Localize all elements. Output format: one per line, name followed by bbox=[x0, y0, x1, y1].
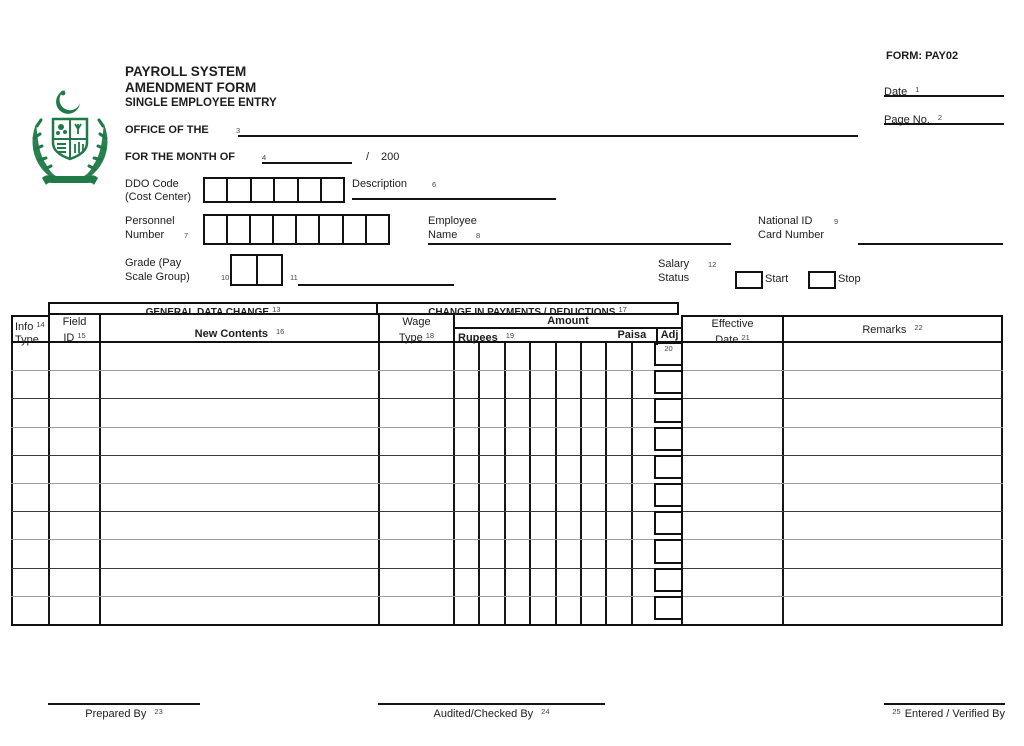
employee-name-input-line[interactable] bbox=[428, 232, 731, 245]
personnel-number-box[interactable] bbox=[272, 214, 297, 245]
audited-by-label: Audited/Checked By bbox=[433, 708, 534, 720]
cell-rupees-digit[interactable] bbox=[529, 456, 554, 483]
cell-remarks[interactable] bbox=[782, 597, 1003, 624]
grade-box[interactable] bbox=[256, 254, 284, 286]
cell-rupees-digit[interactable] bbox=[580, 343, 605, 370]
cell-rupees-digit[interactable] bbox=[555, 456, 580, 483]
national-id-label-line1: National ID bbox=[758, 215, 813, 227]
ddo-code-box[interactable] bbox=[250, 177, 275, 203]
cell-field-id[interactable] bbox=[48, 428, 99, 455]
audited-by-signature[interactable] bbox=[378, 703, 605, 720]
cell-info-type[interactable] bbox=[11, 597, 48, 624]
cell-paisa-digit[interactable] bbox=[605, 512, 630, 539]
personnel-number-box[interactable] bbox=[203, 214, 228, 245]
adj-entry-box bbox=[654, 370, 683, 394]
cost-center-label: (Cost Center) bbox=[125, 191, 192, 203]
cell-rupees-digit[interactable] bbox=[504, 484, 529, 511]
cell-rupees-digit[interactable] bbox=[529, 343, 554, 370]
cell-field-id[interactable] bbox=[48, 484, 99, 511]
audited-by-ref: 24 bbox=[541, 707, 550, 716]
cell-info-type[interactable] bbox=[11, 343, 48, 370]
cell-rupees-digit[interactable] bbox=[504, 569, 529, 596]
cell-rupees-digit[interactable] bbox=[453, 569, 478, 596]
cell-new-contents[interactable] bbox=[99, 371, 378, 398]
cell-rupees-digit[interactable] bbox=[529, 428, 554, 455]
office-of-the-label: OFFICE OF THE bbox=[125, 124, 209, 136]
personnel-number-box[interactable] bbox=[342, 214, 367, 245]
table-row bbox=[11, 371, 1003, 399]
national-id-label-line2: Card Number bbox=[758, 229, 825, 241]
employee-label-line2: Name bbox=[428, 229, 458, 241]
cell-new-contents[interactable] bbox=[99, 456, 378, 483]
cell-rupees-digit[interactable] bbox=[555, 512, 580, 539]
col-header-rupees-paisa: Rupees $^{19}$ Paisa bbox=[458, 329, 647, 344]
table-row bbox=[11, 343, 1003, 371]
cell-paisa-digit[interactable] bbox=[631, 399, 656, 426]
office-of-the-input-line[interactable] bbox=[238, 124, 858, 137]
month-input-line[interactable] bbox=[262, 151, 352, 164]
personnel-number-box[interactable] bbox=[318, 214, 343, 245]
cell-effective-date[interactable] bbox=[681, 456, 782, 483]
cell-remarks[interactable] bbox=[782, 569, 1003, 596]
cell-rupees-digit[interactable] bbox=[478, 428, 503, 455]
cell-info-type[interactable] bbox=[11, 371, 48, 398]
cell-info-type[interactable] bbox=[11, 540, 48, 567]
cell-rupees-digit[interactable] bbox=[504, 512, 529, 539]
table-section-bands bbox=[11, 302, 1003, 318]
cell-paisa-digit[interactable] bbox=[605, 540, 630, 567]
col-header-amount-group bbox=[453, 315, 681, 343]
cell-rupees-digit[interactable] bbox=[555, 428, 580, 455]
description-input-line[interactable] bbox=[352, 187, 556, 200]
cell-paisa-digit[interactable] bbox=[605, 428, 630, 455]
cell-remarks[interactable] bbox=[782, 428, 1003, 455]
cell-wage-type[interactable] bbox=[378, 512, 453, 539]
cell-paisa-digit[interactable] bbox=[605, 456, 630, 483]
cell-rupees-digit[interactable] bbox=[453, 371, 478, 398]
cell-new-contents[interactable] bbox=[99, 512, 378, 539]
salary-label-line2: Status bbox=[658, 272, 690, 284]
table-row bbox=[11, 569, 1003, 597]
cell-rupees-digit[interactable] bbox=[580, 456, 605, 483]
cell-remarks[interactable] bbox=[782, 540, 1003, 567]
personnel-ref: 7 bbox=[184, 231, 189, 240]
cell-wage-type[interactable] bbox=[378, 569, 453, 596]
cell-paisa-digit[interactable] bbox=[631, 569, 656, 596]
cell-adj[interactable] bbox=[656, 540, 681, 567]
cell-rupees-digit[interactable] bbox=[453, 343, 478, 370]
personnel-number-boxes bbox=[203, 214, 390, 245]
ddo-code-boxes bbox=[203, 177, 345, 203]
cell-adj[interactable] bbox=[656, 569, 681, 596]
cell-paisa-digit[interactable] bbox=[605, 597, 630, 624]
cell-paisa-digit[interactable] bbox=[631, 371, 656, 398]
cell-rupees-digit[interactable] bbox=[504, 399, 529, 426]
cell-paisa-digit[interactable] bbox=[605, 399, 630, 426]
pakistan-emblem-logo bbox=[22, 86, 118, 192]
cell-field-id[interactable] bbox=[48, 569, 99, 596]
cell-paisa-digit[interactable] bbox=[605, 371, 630, 398]
table-header-row bbox=[11, 315, 1003, 346]
cell-info-type[interactable] bbox=[11, 428, 48, 455]
cell-rupees-digit[interactable] bbox=[453, 597, 478, 624]
prepared-by-ref: 23 bbox=[154, 707, 163, 716]
cell-rupees-digit[interactable] bbox=[580, 540, 605, 567]
cell-field-id[interactable] bbox=[48, 343, 99, 370]
adj-entry-box bbox=[654, 483, 683, 507]
month-year-prefix: 200 bbox=[381, 151, 400, 163]
personnel-number-box[interactable] bbox=[249, 214, 274, 245]
cell-rupees-digit[interactable] bbox=[555, 540, 580, 567]
month-ref: 4 bbox=[262, 153, 267, 162]
ddo-code-label: DDO Code bbox=[125, 178, 179, 190]
entered-by-ref: 25 bbox=[892, 707, 901, 716]
cell-rupees-digit[interactable] bbox=[580, 399, 605, 426]
cell-wage-type[interactable] bbox=[378, 399, 453, 426]
cell-rupees-digit[interactable] bbox=[529, 484, 554, 511]
col-header-info-type: Info $^{14}$ Type bbox=[11, 315, 48, 343]
cell-rupees-digit[interactable] bbox=[580, 371, 605, 398]
cell-wage-type[interactable] bbox=[378, 597, 453, 624]
date-ref: 1 bbox=[915, 85, 920, 94]
general-data-change-band: GENERAL DATA CHANGE $^{13}$ bbox=[48, 302, 378, 315]
cell-rupees-digit[interactable] bbox=[453, 399, 478, 426]
cell-rupees-digit[interactable] bbox=[478, 512, 503, 539]
prepared-by-signature[interactable] bbox=[48, 703, 200, 720]
cell-effective-date[interactable] bbox=[681, 569, 782, 596]
cell-wage-type[interactable] bbox=[378, 540, 453, 567]
cell-new-contents[interactable] bbox=[99, 540, 378, 567]
cell-adj[interactable] bbox=[656, 456, 681, 483]
office-ref: 3 bbox=[236, 126, 241, 135]
cell-paisa-digit[interactable] bbox=[605, 343, 630, 370]
cell-paisa-digit[interactable] bbox=[631, 512, 656, 539]
cell-paisa-digit[interactable] bbox=[631, 540, 656, 567]
change-in-payments-band: CHANGE IN PAYMENTS / DEDUCTIONS $^{17}$ bbox=[376, 302, 679, 315]
cell-effective-date[interactable] bbox=[681, 428, 782, 455]
col-header-amount: Amount bbox=[455, 315, 681, 329]
cell-remarks[interactable] bbox=[782, 399, 1003, 426]
cell-info-type[interactable] bbox=[11, 512, 48, 539]
col-header-adj: Adj bbox=[656, 329, 681, 345]
cell-info-type[interactable] bbox=[11, 456, 48, 483]
grade-ref-right: 11 bbox=[290, 273, 298, 282]
cell-rupees-digit[interactable] bbox=[453, 512, 478, 539]
col-header-wage-type: Wage Type $^{18}$ bbox=[378, 315, 453, 343]
adj-entry-box bbox=[654, 539, 683, 563]
cell-field-id[interactable] bbox=[48, 371, 99, 398]
cell-rupees-digit[interactable] bbox=[580, 597, 605, 624]
page-title-line3: SINGLE EMPLOYEE ENTRY bbox=[125, 97, 277, 109]
cell-rupees-digit[interactable] bbox=[504, 343, 529, 370]
cell-info-type[interactable] bbox=[11, 399, 48, 426]
cell-rupees-digit[interactable] bbox=[529, 540, 554, 567]
cell-rupees-digit[interactable] bbox=[555, 569, 580, 596]
cell-wage-type[interactable] bbox=[378, 428, 453, 455]
cell-new-contents[interactable] bbox=[99, 569, 378, 596]
date-label: Date bbox=[884, 86, 908, 98]
entered-by-signature[interactable] bbox=[884, 703, 1005, 720]
cell-remarks[interactable] bbox=[782, 371, 1003, 398]
cell-adj[interactable] bbox=[656, 484, 681, 511]
cell-rupees-digit[interactable] bbox=[529, 569, 554, 596]
cell-paisa-digit[interactable] bbox=[631, 343, 656, 370]
cell-paisa-digit[interactable] bbox=[631, 428, 656, 455]
cell-rupees-digit[interactable] bbox=[555, 343, 580, 370]
grade-label-line1: Grade (Pay bbox=[125, 257, 182, 269]
cell-info-type[interactable] bbox=[11, 569, 48, 596]
cell-rupees-digit[interactable] bbox=[478, 597, 503, 624]
cell-remarks[interactable] bbox=[782, 484, 1003, 511]
cell-adj[interactable] bbox=[656, 371, 681, 398]
cell-new-contents[interactable] bbox=[99, 428, 378, 455]
cell-adj[interactable] bbox=[656, 428, 681, 455]
national-id-ref: 9 bbox=[834, 217, 839, 226]
col-header-new-contents: New Contents $^{16}$ bbox=[99, 315, 378, 343]
cell-adj[interactable] bbox=[656, 512, 681, 539]
cell-effective-date[interactable] bbox=[681, 484, 782, 511]
grade-box[interactable] bbox=[230, 254, 258, 286]
description-label: Description bbox=[352, 178, 408, 190]
adj-entry-box bbox=[654, 511, 683, 535]
month-label: FOR THE MONTH OF bbox=[125, 151, 235, 163]
table-row bbox=[11, 484, 1003, 512]
adj-ref: 20 bbox=[664, 344, 673, 353]
cell-wage-type[interactable] bbox=[378, 484, 453, 511]
ddo-code-box[interactable] bbox=[320, 177, 345, 203]
col-header-field-id: Field ID $^{15}$ bbox=[48, 315, 99, 343]
adj-entry-box bbox=[654, 596, 683, 620]
salary-start-label: Start bbox=[765, 273, 789, 285]
cell-rupees-digit[interactable] bbox=[580, 569, 605, 596]
personnel-label-line1: Personnel bbox=[125, 215, 175, 227]
national-id-input-line[interactable] bbox=[858, 232, 1003, 245]
cell-rupees-digit[interactable] bbox=[453, 540, 478, 567]
form-number-label: FORM: PAY02 bbox=[886, 50, 959, 62]
page-no-field[interactable] bbox=[884, 110, 1004, 125]
cell-new-contents[interactable] bbox=[99, 597, 378, 624]
cell-paisa-digit[interactable] bbox=[605, 484, 630, 511]
cell-new-contents[interactable] bbox=[99, 484, 378, 511]
table-row bbox=[11, 428, 1003, 456]
cell-field-id[interactable] bbox=[48, 456, 99, 483]
salary-stop-checkbox[interactable] bbox=[808, 271, 836, 289]
cell-rupees-digit[interactable] bbox=[529, 399, 554, 426]
cell-adj[interactable] bbox=[656, 597, 681, 624]
cell-remarks[interactable] bbox=[782, 343, 1003, 370]
page-title-line2: AMENDMENT FORM bbox=[125, 80, 257, 95]
cell-rupees-digit[interactable] bbox=[555, 399, 580, 426]
employee-name-ref: 8 bbox=[476, 231, 481, 240]
amendment-table bbox=[11, 302, 1003, 626]
cell-paisa-digit[interactable] bbox=[605, 569, 630, 596]
cell-rupees-digit[interactable] bbox=[504, 428, 529, 455]
cell-rupees-digit[interactable] bbox=[478, 456, 503, 483]
adj-entry-box bbox=[654, 568, 683, 592]
cell-paisa-digit[interactable] bbox=[631, 484, 656, 511]
personnel-number-box[interactable] bbox=[226, 214, 251, 245]
cell-effective-date[interactable] bbox=[681, 512, 782, 539]
pakistan-emblem-icon bbox=[22, 86, 118, 192]
adj-entry-box bbox=[654, 427, 683, 451]
page-no-label: Page No. bbox=[884, 114, 930, 126]
adj-entry-box bbox=[654, 455, 683, 479]
cell-field-id[interactable] bbox=[48, 540, 99, 567]
cell-rupees-digit[interactable] bbox=[555, 371, 580, 398]
cell-rupees-digit[interactable] bbox=[504, 540, 529, 567]
employee-label-line1: Employee bbox=[428, 215, 477, 227]
grade-ref-left: 10 bbox=[221, 273, 230, 282]
cell-wage-type[interactable] bbox=[378, 456, 453, 483]
cell-rupees-digit[interactable] bbox=[504, 371, 529, 398]
table-row bbox=[11, 597, 1003, 624]
grade-label-line2: Scale Group) bbox=[125, 271, 190, 283]
cell-rupees-digit[interactable] bbox=[478, 540, 503, 567]
cell-rupees-digit[interactable] bbox=[504, 456, 529, 483]
cell-rupees-digit[interactable] bbox=[453, 456, 478, 483]
cell-rupees-digit[interactable] bbox=[580, 512, 605, 539]
cell-effective-date[interactable] bbox=[681, 540, 782, 567]
grade-boxes bbox=[230, 254, 283, 286]
ddo-code-box[interactable] bbox=[297, 177, 322, 203]
month-separator: / bbox=[366, 151, 370, 163]
table-row bbox=[11, 399, 1003, 427]
cell-info-type[interactable] bbox=[11, 484, 48, 511]
cell-rupees-digit[interactable] bbox=[478, 371, 503, 398]
cell-wage-type[interactable] bbox=[378, 343, 453, 370]
ddo-code-box[interactable] bbox=[226, 177, 251, 203]
cell-rupees-digit[interactable] bbox=[529, 371, 554, 398]
prepared-by-label: Prepared By bbox=[85, 708, 147, 720]
page-title-line1: PAYROLL SYSTEM bbox=[125, 64, 247, 79]
cell-effective-date[interactable] bbox=[681, 343, 782, 370]
cell-field-id[interactable] bbox=[48, 597, 99, 624]
cell-rupees-digit[interactable] bbox=[478, 569, 503, 596]
personnel-label-line2: Number bbox=[125, 229, 165, 241]
cell-effective-date[interactable] bbox=[681, 371, 782, 398]
ddo-code-box[interactable] bbox=[273, 177, 298, 203]
cell-rupees-digit[interactable] bbox=[453, 428, 478, 455]
cell-remarks[interactable] bbox=[782, 456, 1003, 483]
cell-rupees-digit[interactable] bbox=[555, 597, 580, 624]
cell-effective-date[interactable] bbox=[681, 399, 782, 426]
personnel-number-box[interactable] bbox=[365, 214, 390, 245]
cell-field-id[interactable] bbox=[48, 512, 99, 539]
cell-rupees-digit[interactable] bbox=[478, 343, 503, 370]
cell-rupees-digit[interactable] bbox=[529, 597, 554, 624]
cell-effective-date[interactable] bbox=[681, 597, 782, 624]
cell-paisa-digit[interactable] bbox=[631, 597, 656, 624]
cell-rupees-digit[interactable] bbox=[453, 484, 478, 511]
table-row bbox=[11, 540, 1003, 568]
salary-status-ref: 12 bbox=[708, 260, 717, 269]
cell-rupees-digit[interactable] bbox=[529, 512, 554, 539]
cell-wage-type[interactable] bbox=[378, 371, 453, 398]
col-header-remarks: Remarks $^{22}$ bbox=[782, 315, 1003, 343]
cell-new-contents[interactable] bbox=[99, 399, 378, 426]
description-ref: 6 bbox=[432, 180, 437, 189]
grade-input-line[interactable] bbox=[298, 273, 454, 286]
ddo-code-box[interactable] bbox=[203, 177, 228, 203]
cell-paisa-digit[interactable] bbox=[631, 456, 656, 483]
cell-rupees-digit[interactable] bbox=[478, 399, 503, 426]
cell-rupees-digit[interactable] bbox=[478, 484, 503, 511]
salary-label-line1: Salary bbox=[658, 258, 690, 270]
cell-new-contents[interactable] bbox=[99, 343, 378, 370]
page-no-ref: 2 bbox=[937, 113, 943, 122]
personnel-number-box[interactable] bbox=[295, 214, 320, 245]
col-header-effective-date: Effective Date $^{21}$ bbox=[681, 315, 782, 343]
date-field[interactable] bbox=[884, 82, 1004, 97]
cell-remarks[interactable] bbox=[782, 512, 1003, 539]
entered-by-label: Entered / Verified By bbox=[904, 708, 1005, 720]
col-header-paisa: Paisa bbox=[617, 329, 647, 341]
cell-adj[interactable] bbox=[656, 343, 681, 370]
adj-entry-box bbox=[654, 398, 683, 422]
table-row bbox=[11, 512, 1003, 540]
cell-field-id[interactable] bbox=[48, 399, 99, 426]
cell-rupees-digit[interactable] bbox=[580, 484, 605, 511]
cell-rupees-digit[interactable] bbox=[555, 484, 580, 511]
cell-adj[interactable] bbox=[656, 399, 681, 426]
salary-start-checkbox[interactable] bbox=[735, 271, 763, 289]
salary-stop-label: Stop bbox=[838, 273, 861, 285]
table-row bbox=[11, 456, 1003, 484]
cell-rupees-digit[interactable] bbox=[580, 428, 605, 455]
table-body bbox=[11, 343, 1003, 626]
cell-rupees-digit[interactable] bbox=[504, 597, 529, 624]
